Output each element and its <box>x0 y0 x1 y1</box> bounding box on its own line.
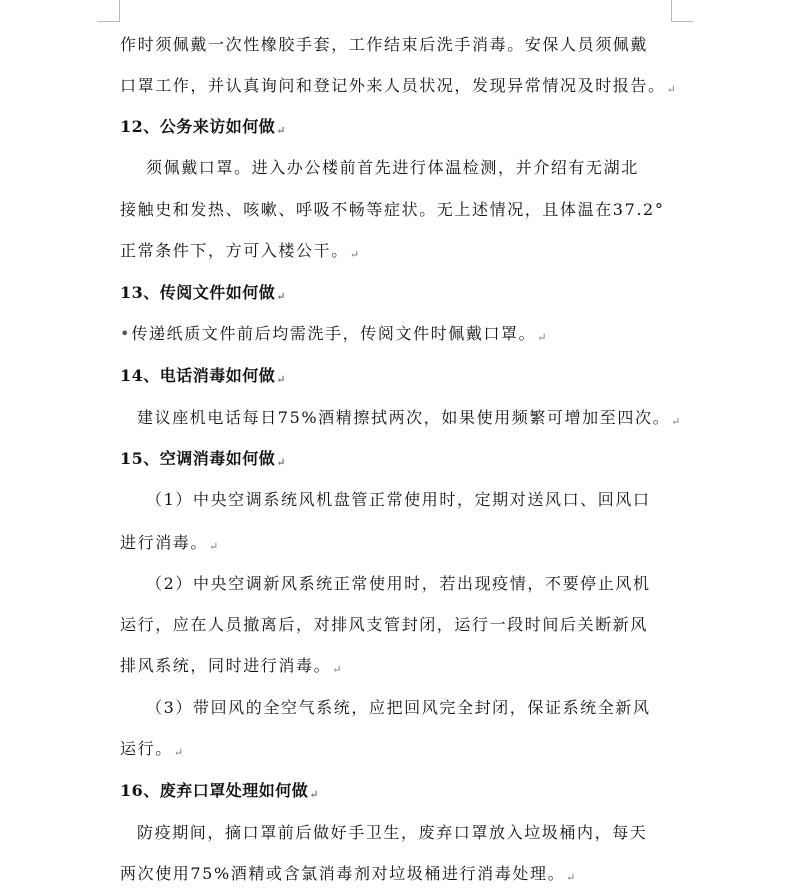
paragraph-line[interactable]: 进行消毒。↵ <box>120 533 219 553</box>
section-heading-16[interactable]: 16、废弃口罩处理如何做↵ <box>120 781 319 801</box>
paragraph-line[interactable]: 两次使用75%酒精或含氯消毒剂对垃圾桶进行消毒处理。↵ <box>120 864 576 884</box>
paragraph-mark-icon: ↵ <box>537 331 547 344</box>
section-heading-14[interactable]: 14、电话消毒如何做↵ <box>120 366 286 386</box>
paragraph-line[interactable]: 作时须佩戴一次性橡胶手套，工作结束后洗手消毒。安保人员须佩戴 <box>120 35 649 54</box>
paragraph-mark-icon: ↵ <box>666 83 676 96</box>
paragraph-mark-icon: ↵ <box>332 663 342 676</box>
margin-corner-mark-right <box>671 0 672 22</box>
margin-corner-mark-left <box>119 0 120 22</box>
paragraph-line[interactable]: （3）带回风的全空气系统，应把回风完全封闭，保证系统全新风 <box>146 698 651 717</box>
paragraph-mark-icon: ↵ <box>349 248 360 261</box>
paragraph-line[interactable]: 正常条件下，方可入楼公干。↵ <box>120 241 360 261</box>
paragraph-line[interactable]: 运行。↵ <box>120 739 184 759</box>
section-heading-13[interactable]: 13、传阅文件如何做↵ <box>120 283 286 303</box>
paragraph-line[interactable]: 建议座机电话每日75%酒精擦拭两次，如果使用频繁可增加至四次。↵ <box>137 408 681 428</box>
paragraph-mark-icon: ↵ <box>566 871 576 884</box>
paragraph-line[interactable]: 须佩戴口罩。进入办公楼前首先进行体温检测，并介绍有无湖北 <box>146 158 639 177</box>
paragraph-line[interactable]: 接触史和发热、咳嗽、呼吸不畅等症状。无上述情况，且体温在37.2° <box>120 200 665 219</box>
paragraph-mark-icon: ↵ <box>276 456 286 469</box>
section-heading-15[interactable]: 15、空调消毒如何做↵ <box>120 449 286 469</box>
paragraph-line[interactable]: 排风系统，同时进行消毒。↵ <box>120 656 342 676</box>
paragraph-mark-icon: ↵ <box>671 415 681 428</box>
paragraph-line[interactable]: 口罩工作，并认真询问和登记外来人员状况，发现异常情况及时报告。↵ <box>120 76 676 96</box>
paragraph-mark-icon: ↵ <box>309 788 319 801</box>
paragraph-line[interactable]: （1）中央空调系统风机盘管正常使用时，定期对送风口、回风口 <box>146 490 651 509</box>
paragraph-line[interactable]: 防疫期间，摘口罩前后做好手卫生，废弃口罩放入垃圾桶内，每天 <box>137 823 648 842</box>
paragraph-mark-icon: ↵ <box>209 540 219 553</box>
paragraph-mark-icon: ↵ <box>276 124 286 137</box>
paragraph-mark-icon: ↵ <box>276 290 286 303</box>
paragraph-line[interactable]: 运行，应在人员撤离后，对排风支管封闭，运行一段时间后关断新风 <box>120 615 649 634</box>
paragraph-mark-icon: ↵ <box>276 373 286 386</box>
margin-corner-mark-left-h <box>97 21 119 22</box>
margin-corner-mark-right-h <box>671 21 693 22</box>
paragraph-mark-icon: ↵ <box>173 746 184 759</box>
paragraph-line[interactable]: （2）中央空调新风系统正常使用时，若出现疫情，不要停止风机 <box>146 574 651 593</box>
paragraph-line[interactable]: • 传递纸质文件前后均需洗手，传阅文件时佩戴口罩。↵ <box>120 324 547 344</box>
section-heading-12[interactable]: 12、公务来访如何做↵ <box>120 117 286 137</box>
bullet-dot-icon: • <box>120 324 130 343</box>
